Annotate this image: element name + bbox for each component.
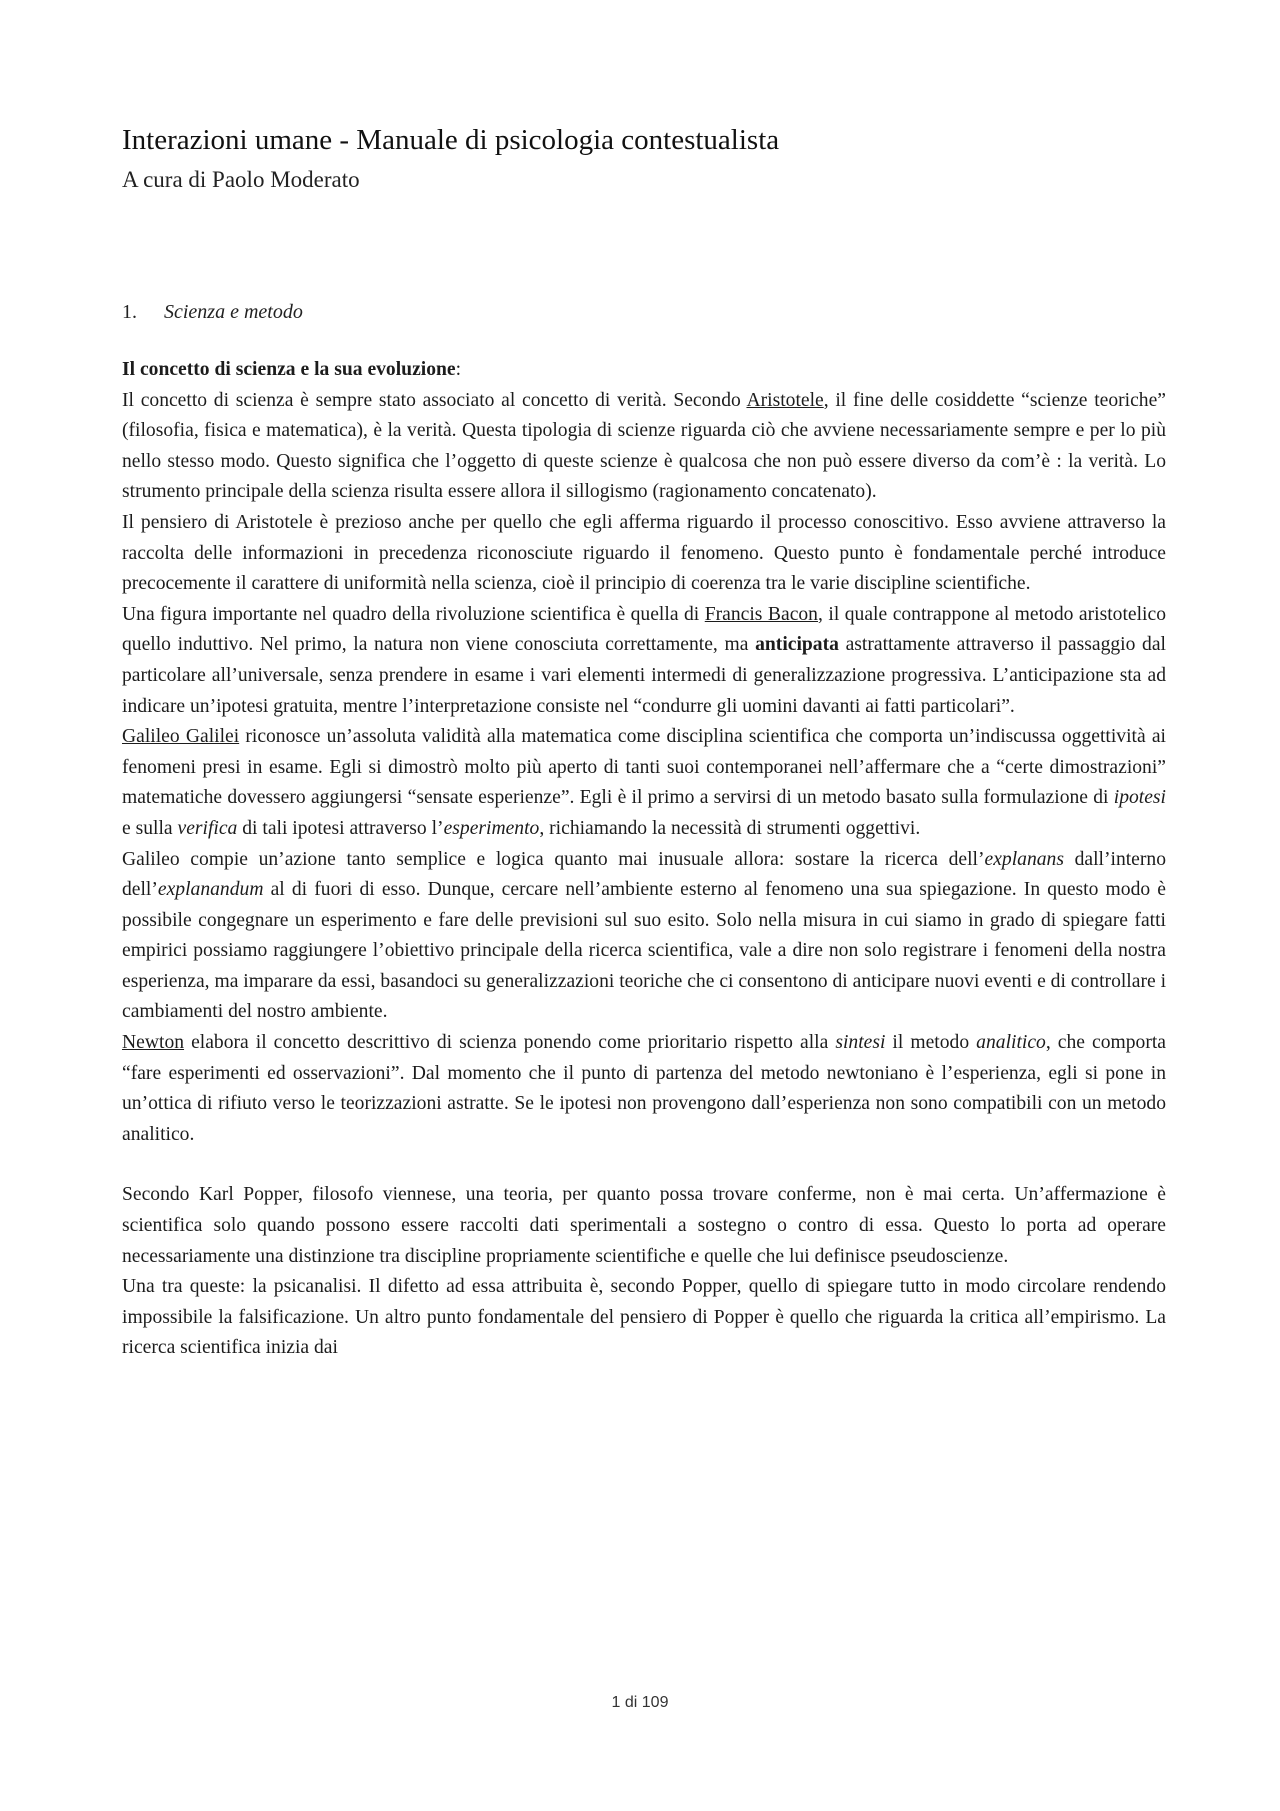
- link-newton[interactable]: Newton: [122, 1032, 185, 1054]
- section-heading: [122, 297, 303, 327]
- paragraph-2: Il pensiero di Aristotele è prezioso anche per quello che egli afferma riguardo il processo conoscitivo. Esso avviene attraverso la raccolta delle informazioni in precedenza riconosciute riguardo il fenomeno. Questo punto è fondamentale perché introduce precocemente il carattere di uniformità nella scienza, cioè il principio di coerenza tra le varie discipline scientifiche.: [122, 511, 1166, 595]
- paragraph-text: Galileo compie un’azione tanto semplice e logica quanto mai inusuale allora: sostare la ricerca dell’: [122, 848, 985, 870]
- italic-term: verifica: [177, 817, 238, 839]
- paragraph-text: riconosce un’assoluta validità alla matematica come disciplina scientifica che comporta un’indiscussa oggettività ai fenomeni presi in esame. Egli si dimostrò molto più aperto di tanti suoi contemporanei nell’affermare che a “certe dimostrazioni” matematiche dovessero aggiungersi “sensate esperienze”. Egli è il primo a servirsi di un metodo basato sulla formulazione di: [122, 726, 1167, 809]
- paragraph-text: Una figura importante nel quadro della rivoluzione scientifica è quella di: [122, 603, 705, 625]
- subheading: [122, 355, 1166, 386]
- link-francis-bacon[interactable]: Francis Bacon: [704, 603, 818, 625]
- paragraph-text: al di fuori di esso. Dunque, cercare nell’ambiente esterno al fenomeno una sua spiegazione. In questo modo è possibile congegnare un esperimento e fare delle previsioni sul suo esito. Solo nella misura in cui siamo in grado di spiegare fatti empirici possiamo raggiungere l’obiettivo principale della ricerca scientifica, vale a dire non solo registrare i fenomeni della nostra esperienza, ma imparare da essi, basandoci su generalizzazioni teoriche che ci consentono di anticipare nuovi eventi e di controllare i cambiamenti del nostro ambiente.: [122, 879, 1167, 1023]
- paragraph-5: [122, 845, 1166, 1029]
- paragraph-text: di tali ipotesi attraverso l’: [237, 817, 444, 839]
- document-body: [122, 355, 1166, 1364]
- italic-term: esperimento: [443, 817, 540, 839]
- paragraph-text: , il quale contrappone al metodo aristotelico quello induttivo. Nel primo, la natura non viene conosciuta correttamente, ma: [122, 603, 1166, 656]
- paragraph-6: [122, 1028, 1166, 1150]
- document-title: Interazioni umane - Manuale di psicologia contestualista: [122, 124, 780, 156]
- subheading-suffix: :: [455, 359, 462, 380]
- paragraph-text: , richiamando la necessità di strumenti oggettivi.: [539, 817, 921, 839]
- link-aristotele[interactable]: Aristotele: [746, 389, 824, 411]
- italic-term: analitico: [976, 1032, 1046, 1054]
- italic-term: explanans: [984, 848, 1064, 870]
- paragraph-text: dall’interno dell’: [122, 848, 1166, 901]
- paragraph-text: Il concetto di scienza è sempre stato associato al concetto di verità. Secondo: [122, 389, 747, 411]
- paragraph-text: e sulla: [122, 817, 178, 839]
- paragraph-8: Una tra queste: la psicanalisi. Il difetto ad essa attribuita è, secondo Popper, quello di spiegare tutto in modo circolare rendendo impossibile la falsificazione. Un altro punto fondamentale del pensiero di Popper è quello che riguarda la critica all’empirismo. La ricerca scientifica inizia dai: [122, 1276, 1166, 1359]
- section-number: 1.: [122, 301, 137, 323]
- paragraph-text: , che comporta “fare esperimenti ed osservazioni”. Dal momento che il punto di partenza del metodo newtoniano è l’esperienza, egli si pone in un’ottica di rifiuto verso le teorizzazioni astratte. Se le ipotesi non provengono dall’esperienza non sono compatibili con un metodo analitico.: [122, 1032, 1166, 1145]
- paragraph-text: elabora il concetto descrittivo di scienza ponendo come prioritario rispetto alla: [184, 1032, 836, 1054]
- section-title: Scienza e metodo: [164, 301, 303, 323]
- paragraph-text: il metodo: [885, 1032, 977, 1054]
- paragraph-text: , il fine delle cosiddette “scienze teoriche” (filosofia, fisica e matematica), è la verità. Questa tipologia di scienze riguarda ciò che avviene necessariamente sempre e per lo più nello stesso modo. Questo significa che l’oggetto di queste scienze è qualcosa che non può essere diverso da com’è : la verità. Lo strumento principale della scienza risulta essere allora il sillogismo (ragionamento concatenato).: [122, 389, 1166, 503]
- paragraph-text: astrattamente attraverso il passaggio dal particolare all’universale, senza prendere in esame i vari elementi intermedi di generalizzazione progressiva. L’anticipazione sta ad indicare un’ipotesi gratuita, mentre l’interpretazione consiste nel “condurre gli uomini davanti ai fatti particolari”.: [122, 634, 1166, 717]
- italic-term: ipotesi: [1113, 787, 1166, 809]
- italic-term: sintesi: [835, 1032, 886, 1054]
- paragraph-3: [122, 600, 1166, 722]
- link-galileo-galilei[interactable]: Galileo Galilei: [122, 726, 240, 748]
- paragraph-7: Secondo Karl Popper, filosofo viennese, una teoria, per quanto possa trovare conferme, non è mai certa. Un’affermazione è scientifica solo quando possono essere raccolti dati sperimentali a sostegno o contro di essa. Questo lo porta ad operare necessariamente una distinzione tra discipline propriamente scientifiche e quelle che lui definisce pseudoscienze.: [122, 1184, 1166, 1267]
- paragraph-1: [122, 386, 1166, 508]
- italic-term: explanandum: [157, 879, 264, 901]
- page-number: 1 di 109: [611, 1694, 669, 1711]
- paragraph-4: [122, 722, 1166, 844]
- bold-term: anticipata: [755, 634, 839, 656]
- document-subtitle: A cura di Paolo Moderato: [122, 167, 360, 192]
- subheading-bold: Il concetto di scienza e la sua evoluzione: [122, 359, 456, 380]
